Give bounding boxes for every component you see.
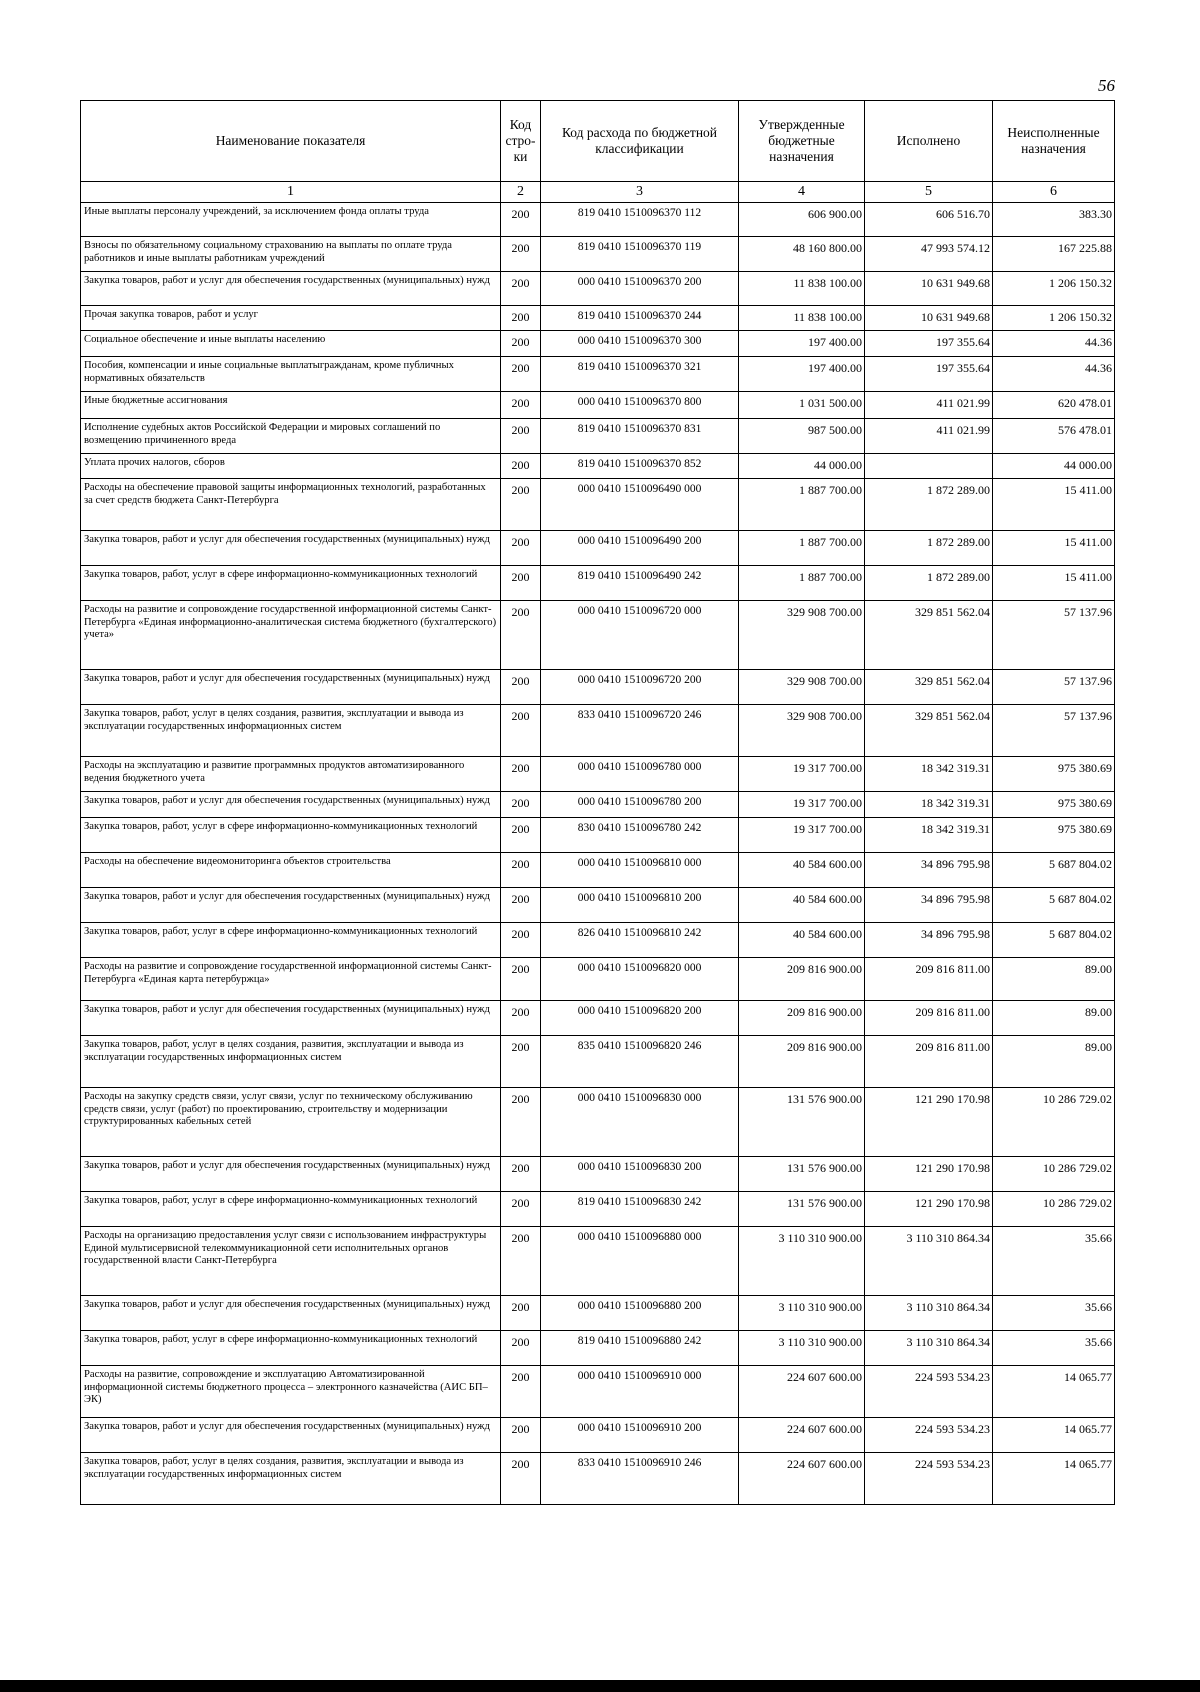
row-approved-amount: 1 887 700.00: [739, 566, 865, 601]
row-unexecuted-amount: 383.30: [993, 203, 1115, 237]
row-executed-amount: 34 896 795.98: [865, 923, 993, 958]
row-approved-amount: 19 317 700.00: [739, 792, 865, 818]
row-classification-code: 000 0410 1510096780 000: [541, 757, 739, 792]
row-line-code: 200: [501, 1366, 541, 1418]
row-executed-amount: 18 342 319.31: [865, 757, 993, 792]
row-line-code: 200: [501, 272, 541, 306]
row-unexecuted-amount: 10 286 729.02: [993, 1192, 1115, 1227]
table-row: [81, 1296, 1115, 1331]
table-row: [81, 237, 1115, 272]
row-name: Закупка товаров, работ и услуг для обеспечения государственных (муниципальных) нужд: [81, 888, 501, 923]
column-number: 2: [501, 182, 541, 203]
row-name: Расходы на обеспечение видеомониторинга объектов строительства: [81, 853, 501, 888]
row-approved-amount: 209 816 900.00: [739, 1036, 865, 1088]
row-line-code: 200: [501, 531, 541, 566]
table-row: [81, 566, 1115, 601]
row-unexecuted-amount: 975 380.69: [993, 757, 1115, 792]
row-unexecuted-amount: 89.00: [993, 1036, 1115, 1088]
row-unexecuted-amount: 57 137.96: [993, 601, 1115, 670]
row-executed-amount: 121 290 170.98: [865, 1192, 993, 1227]
table-row: [81, 357, 1115, 392]
row-unexecuted-amount: 35.66: [993, 1227, 1115, 1296]
row-unexecuted-amount: 14 065.77: [993, 1366, 1115, 1418]
row-unexecuted-amount: 89.00: [993, 1001, 1115, 1036]
row-classification-code: 819 0410 1510096370 831: [541, 419, 739, 454]
table-row: [81, 1227, 1115, 1296]
row-approved-amount: 3 110 310 900.00: [739, 1227, 865, 1296]
row-classification-code: 830 0410 1510096780 242: [541, 818, 739, 853]
table-row: [81, 1192, 1115, 1227]
row-approved-amount: 3 110 310 900.00: [739, 1331, 865, 1366]
table-row: [81, 1088, 1115, 1157]
table-row: [81, 1453, 1115, 1505]
row-unexecuted-amount: 44 000.00: [993, 454, 1115, 479]
row-line-code: 200: [501, 1088, 541, 1157]
row-classification-code: 819 0410 1510096830 242: [541, 1192, 739, 1227]
row-unexecuted-amount: 35.66: [993, 1296, 1115, 1331]
row-classification-code: 000 0410 1510096830 000: [541, 1088, 739, 1157]
row-classification-code: 819 0410 1510096370 321: [541, 357, 739, 392]
row-name: Закупка товаров, работ и услуг для обеспечения государственных (муниципальных) нужд: [81, 1418, 501, 1453]
row-classification-code: 000 0410 1510096880 200: [541, 1296, 739, 1331]
row-name: Закупка товаров, работ, услуг в целях создания, развития, эксплуатации и вывода из эксплуатации государственных информационных систем: [81, 705, 501, 757]
row-executed-amount: 1 872 289.00: [865, 566, 993, 601]
row-approved-amount: 987 500.00: [739, 419, 865, 454]
row-line-code: 200: [501, 237, 541, 272]
row-executed-amount: 606 516.70: [865, 203, 993, 237]
row-unexecuted-amount: 14 065.77: [993, 1418, 1115, 1453]
row-executed-amount: 34 896 795.98: [865, 888, 993, 923]
row-unexecuted-amount: 5 687 804.02: [993, 923, 1115, 958]
row-executed-amount: 1 872 289.00: [865, 531, 993, 566]
row-name: Прочая закупка товаров, работ и услуг: [81, 306, 501, 331]
row-approved-amount: 40 584 600.00: [739, 923, 865, 958]
table-row: [81, 757, 1115, 792]
table-row: [81, 392, 1115, 419]
row-name: Расходы на эксплуатацию и развитие программных продуктов автоматизированного ведения бюджетного учета: [81, 757, 501, 792]
row-approved-amount: 606 900.00: [739, 203, 865, 237]
row-approved-amount: 131 576 900.00: [739, 1088, 865, 1157]
row-classification-code: 833 0410 1510096720 246: [541, 705, 739, 757]
row-line-code: 200: [501, 1296, 541, 1331]
row-line-code: 200: [501, 923, 541, 958]
table-header: [81, 101, 1115, 203]
row-line-code: 200: [501, 566, 541, 601]
header-executed: Исполнено: [865, 101, 993, 182]
row-executed-amount: [865, 454, 993, 479]
row-approved-amount: 197 400.00: [739, 331, 865, 357]
table-row: [81, 479, 1115, 531]
table-row: [81, 792, 1115, 818]
page-number: 56: [1098, 76, 1115, 95]
table-row: [81, 306, 1115, 331]
row-unexecuted-amount: 1 206 150.32: [993, 272, 1115, 306]
row-classification-code: 000 0410 1510096910 000: [541, 1366, 739, 1418]
row-name: Закупка товаров, работ и услуг для обеспечения государственных (муниципальных) нужд: [81, 531, 501, 566]
column-number: 6: [993, 182, 1115, 203]
row-executed-amount: 3 110 310 864.34: [865, 1331, 993, 1366]
row-classification-code: 000 0410 1510096780 200: [541, 792, 739, 818]
row-classification-code: 000 0410 1510096810 000: [541, 853, 739, 888]
header-classification-code: Код расхода по бюджетной классификации: [541, 101, 739, 182]
row-approved-amount: 40 584 600.00: [739, 888, 865, 923]
row-classification-code: 000 0410 1510096910 200: [541, 1418, 739, 1453]
row-line-code: 200: [501, 306, 541, 331]
row-classification-code: 000 0410 1510096720 000: [541, 601, 739, 670]
row-line-code: 200: [501, 454, 541, 479]
row-executed-amount: 121 290 170.98: [865, 1157, 993, 1192]
row-approved-amount: 224 607 600.00: [739, 1418, 865, 1453]
row-name: Закупка товаров, работ, услуг в сфере информационно-коммуникационных технологий: [81, 1192, 501, 1227]
row-executed-amount: 209 816 811.00: [865, 1036, 993, 1088]
row-line-code: 200: [501, 853, 541, 888]
row-line-code: 200: [501, 1157, 541, 1192]
row-classification-code: 000 0410 1510096370 300: [541, 331, 739, 357]
row-line-code: 200: [501, 479, 541, 531]
row-approved-amount: 48 160 800.00: [739, 237, 865, 272]
row-executed-amount: 18 342 319.31: [865, 818, 993, 853]
row-classification-code: 819 0410 1510096370 119: [541, 237, 739, 272]
row-approved-amount: 329 908 700.00: [739, 705, 865, 757]
table-row: [81, 923, 1115, 958]
row-unexecuted-amount: 620 478.01: [993, 392, 1115, 419]
row-classification-code: 819 0410 1510096370 112: [541, 203, 739, 237]
row-unexecuted-amount: 35.66: [993, 1331, 1115, 1366]
row-line-code: 200: [501, 419, 541, 454]
row-executed-amount: 197 355.64: [865, 357, 993, 392]
row-classification-code: 000 0410 1510096820 000: [541, 958, 739, 1001]
row-approved-amount: 1 031 500.00: [739, 392, 865, 419]
row-unexecuted-amount: 57 137.96: [993, 670, 1115, 705]
row-unexecuted-amount: 576 478.01: [993, 419, 1115, 454]
row-name: Расходы на закупку средств связи, услуг связи, услуг по техническому обслуживанию средств связи, услуг (работ) по проектированию, строительству и модернизации структурированных кабельных сетей: [81, 1088, 501, 1157]
row-name: Иные выплаты персоналу учреждений, за исключением фонда оплаты труда: [81, 203, 501, 237]
row-name: Уплата прочих налогов, сборов: [81, 454, 501, 479]
row-unexecuted-amount: 975 380.69: [993, 818, 1115, 853]
row-classification-code: 000 0410 1510096490 200: [541, 531, 739, 566]
column-number: 1: [81, 182, 501, 203]
row-line-code: 200: [501, 601, 541, 670]
column-number: 4: [739, 182, 865, 203]
row-line-code: 200: [501, 203, 541, 237]
row-classification-code: 833 0410 1510096910 246: [541, 1453, 739, 1505]
row-executed-amount: 47 993 574.12: [865, 237, 993, 272]
row-executed-amount: 34 896 795.98: [865, 853, 993, 888]
row-approved-amount: 329 908 700.00: [739, 670, 865, 705]
row-classification-code: 000 0410 1510096490 000: [541, 479, 739, 531]
table-row: [81, 203, 1115, 237]
table-row: [81, 419, 1115, 454]
scan-bottom-edge: [0, 1680, 1200, 1692]
row-unexecuted-amount: 15 411.00: [993, 479, 1115, 531]
row-classification-code: 819 0410 1510096880 242: [541, 1331, 739, 1366]
row-line-code: 200: [501, 888, 541, 923]
row-approved-amount: 44 000.00: [739, 454, 865, 479]
row-line-code: 200: [501, 1227, 541, 1296]
row-line-code: 200: [501, 392, 541, 419]
table-row: [81, 454, 1115, 479]
table-row: [81, 818, 1115, 853]
row-unexecuted-amount: 57 137.96: [993, 705, 1115, 757]
row-unexecuted-amount: 5 687 804.02: [993, 888, 1115, 923]
row-unexecuted-amount: 14 065.77: [993, 1453, 1115, 1505]
row-name: Взносы по обязательному социальному страхованию на выплаты по оплате труда работников и иные выплаты работникам учреждений: [81, 237, 501, 272]
row-approved-amount: 11 838 100.00: [739, 306, 865, 331]
table-row: [81, 272, 1115, 306]
row-classification-code: 000 0410 1510096830 200: [541, 1157, 739, 1192]
row-name: Закупка товаров, работ, услуг в сфере информационно-коммуникационных технологий: [81, 1331, 501, 1366]
row-unexecuted-amount: 44.36: [993, 331, 1115, 357]
row-name: Закупка товаров, работ и услуг для обеспечения государственных (муниципальных) нужд: [81, 1157, 501, 1192]
table-row: [81, 1418, 1115, 1453]
row-executed-amount: 329 851 562.04: [865, 601, 993, 670]
row-unexecuted-amount: 15 411.00: [993, 531, 1115, 566]
table-row: [81, 1001, 1115, 1036]
table-row: [81, 1036, 1115, 1088]
row-executed-amount: 209 816 811.00: [865, 958, 993, 1001]
row-name: Закупка товаров, работ и услуг для обеспечения государственных (муниципальных) нужд: [81, 792, 501, 818]
row-name: Расходы на развитие, сопровождение и эксплуатацию Автоматизированной информационной системы бюджетного процесса – электронного казначейства (АИС БП–ЭК): [81, 1366, 501, 1418]
table-row: [81, 1366, 1115, 1418]
row-name: Закупка товаров, работ, услуг в целях создания, развития, эксплуатации и вывода из эксплуатации государственных информационных систем: [81, 1453, 501, 1505]
row-unexecuted-amount: 15 411.00: [993, 566, 1115, 601]
row-line-code: 200: [501, 705, 541, 757]
table-row: [81, 670, 1115, 705]
row-unexecuted-amount: 10 286 729.02: [993, 1157, 1115, 1192]
row-executed-amount: 197 355.64: [865, 331, 993, 357]
header-approved: Утвержденные бюджетные назначения: [739, 101, 865, 182]
row-executed-amount: 3 110 310 864.34: [865, 1227, 993, 1296]
row-name: Пособия, компенсации и иные социальные выплатыгражданам, кроме публичных нормативных обязательств: [81, 357, 501, 392]
row-approved-amount: 224 607 600.00: [739, 1366, 865, 1418]
row-approved-amount: 131 576 900.00: [739, 1192, 865, 1227]
column-number-row: [81, 182, 1115, 203]
row-name: Расходы на развитие и сопровождение государственной информационной системы Санкт-Петербурга «Единая информационно-аналитическая система бюджетного (бухгалтерского) учета»: [81, 601, 501, 670]
header-indicator-name: Наименование показателя: [81, 101, 501, 182]
row-line-code: 200: [501, 958, 541, 1001]
row-line-code: 200: [501, 670, 541, 705]
row-executed-amount: 329 851 562.04: [865, 705, 993, 757]
row-line-code: 200: [501, 1001, 541, 1036]
row-executed-amount: 329 851 562.04: [865, 670, 993, 705]
table-body: [81, 203, 1115, 1505]
header-unexecuted: Неисполненные назначения: [993, 101, 1115, 182]
row-name: Закупка товаров, работ, услуг в сфере информационно-коммуникационных технологий: [81, 818, 501, 853]
row-approved-amount: 197 400.00: [739, 357, 865, 392]
row-executed-amount: 121 290 170.98: [865, 1088, 993, 1157]
row-name: Закупка товаров, работ, услуг в целях создания, развития, эксплуатации и вывода из эксплуатации государственных информационных систем: [81, 1036, 501, 1088]
row-name: Закупка товаров, работ и услуг для обеспечения государственных (муниципальных) нужд: [81, 272, 501, 306]
table-row: [81, 601, 1115, 670]
table-row: [81, 705, 1115, 757]
row-name: Закупка товаров, работ и услуг для обеспечения государственных (муниципальных) нужд: [81, 670, 501, 705]
row-name: Социальное обеспечение и иные выплаты населению: [81, 331, 501, 357]
row-classification-code: 819 0410 1510096490 242: [541, 566, 739, 601]
row-classification-code: 000 0410 1510096720 200: [541, 670, 739, 705]
row-approved-amount: 209 816 900.00: [739, 1001, 865, 1036]
row-name: Расходы на развитие и сопровождение государственной информационной системы Санкт-Петербурга «Единая карта петербуржца»: [81, 958, 501, 1001]
column-number: 5: [865, 182, 993, 203]
row-line-code: 200: [501, 757, 541, 792]
row-approved-amount: 1 887 700.00: [739, 531, 865, 566]
row-approved-amount: 1 887 700.00: [739, 479, 865, 531]
row-executed-amount: 1 872 289.00: [865, 479, 993, 531]
row-classification-code: 819 0410 1510096370 852: [541, 454, 739, 479]
row-approved-amount: 131 576 900.00: [739, 1157, 865, 1192]
row-classification-code: 835 0410 1510096820 246: [541, 1036, 739, 1088]
row-name: Иные бюджетные ассигнования: [81, 392, 501, 419]
row-unexecuted-amount: 975 380.69: [993, 792, 1115, 818]
row-line-code: 200: [501, 792, 541, 818]
table-row: [81, 958, 1115, 1001]
row-approved-amount: 224 607 600.00: [739, 1453, 865, 1505]
row-unexecuted-amount: 1 206 150.32: [993, 306, 1115, 331]
row-approved-amount: 3 110 310 900.00: [739, 1296, 865, 1331]
row-unexecuted-amount: 10 286 729.02: [993, 1088, 1115, 1157]
row-classification-code: 819 0410 1510096370 244: [541, 306, 739, 331]
row-name: Закупка товаров, работ и услуг для обеспечения государственных (муниципальных) нужд: [81, 1296, 501, 1331]
row-name: Расходы на обеспечение правовой защиты информационных технологий, разработанных за счет средств бюджета Санкт-Петербурга: [81, 479, 501, 531]
row-unexecuted-amount: 167 225.88: [993, 237, 1115, 272]
row-line-code: 200: [501, 818, 541, 853]
row-executed-amount: 224 593 534.23: [865, 1453, 993, 1505]
row-classification-code: 826 0410 1510096810 242: [541, 923, 739, 958]
row-line-code: 200: [501, 331, 541, 357]
row-name: Закупка товаров, работ и услуг для обеспечения государственных (муниципальных) нужд: [81, 1001, 501, 1036]
table-row: [81, 531, 1115, 566]
row-approved-amount: 19 317 700.00: [739, 818, 865, 853]
row-classification-code: 000 0410 1510096370 800: [541, 392, 739, 419]
row-unexecuted-amount: 44.36: [993, 357, 1115, 392]
budget-execution-table: [80, 100, 1115, 1505]
row-line-code: 200: [501, 1418, 541, 1453]
row-executed-amount: 18 342 319.31: [865, 792, 993, 818]
table-row: [81, 888, 1115, 923]
row-executed-amount: 10 631 949.68: [865, 272, 993, 306]
row-executed-amount: 224 593 534.23: [865, 1418, 993, 1453]
row-approved-amount: 19 317 700.00: [739, 757, 865, 792]
column-number: 3: [541, 182, 739, 203]
row-executed-amount: 411 021.99: [865, 419, 993, 454]
row-line-code: 200: [501, 1331, 541, 1366]
row-executed-amount: 224 593 534.23: [865, 1366, 993, 1418]
row-line-code: 200: [501, 357, 541, 392]
row-name: Закупка товаров, работ, услуг в сфере информационно-коммуникационных технологий: [81, 566, 501, 601]
row-name: Исполнение судебных актов Российской Федерации и мировых соглашений по возмещению причиненного вреда: [81, 419, 501, 454]
row-classification-code: 000 0410 1510096370 200: [541, 272, 739, 306]
row-executed-amount: 209 816 811.00: [865, 1001, 993, 1036]
table-row: [81, 853, 1115, 888]
table-row: [81, 331, 1115, 357]
row-unexecuted-amount: 5 687 804.02: [993, 853, 1115, 888]
row-approved-amount: 40 584 600.00: [739, 853, 865, 888]
row-name: Расходы на организацию предоставления услуг связи с использованием инфраструктуры Единой мультисервисной телекоммуникационной сети исполнительных органов государственной власти Санкт-Петербурга: [81, 1227, 501, 1296]
row-executed-amount: 10 631 949.68: [865, 306, 993, 331]
row-executed-amount: 411 021.99: [865, 392, 993, 419]
row-approved-amount: 11 838 100.00: [739, 272, 865, 306]
table-row: [81, 1157, 1115, 1192]
row-name: Закупка товаров, работ, услуг в сфере информационно-коммуникационных технологий: [81, 923, 501, 958]
row-classification-code: 000 0410 1510096880 000: [541, 1227, 739, 1296]
row-classification-code: 000 0410 1510096810 200: [541, 888, 739, 923]
row-line-code: 200: [501, 1192, 541, 1227]
row-approved-amount: 329 908 700.00: [739, 601, 865, 670]
row-line-code: 200: [501, 1036, 541, 1088]
row-approved-amount: 209 816 900.00: [739, 958, 865, 1001]
row-classification-code: 000 0410 1510096820 200: [541, 1001, 739, 1036]
header-line-code: Код стро-ки: [501, 101, 541, 182]
row-executed-amount: 3 110 310 864.34: [865, 1296, 993, 1331]
table-row: [81, 1331, 1115, 1366]
row-unexecuted-amount: 89.00: [993, 958, 1115, 1001]
row-line-code: 200: [501, 1453, 541, 1505]
